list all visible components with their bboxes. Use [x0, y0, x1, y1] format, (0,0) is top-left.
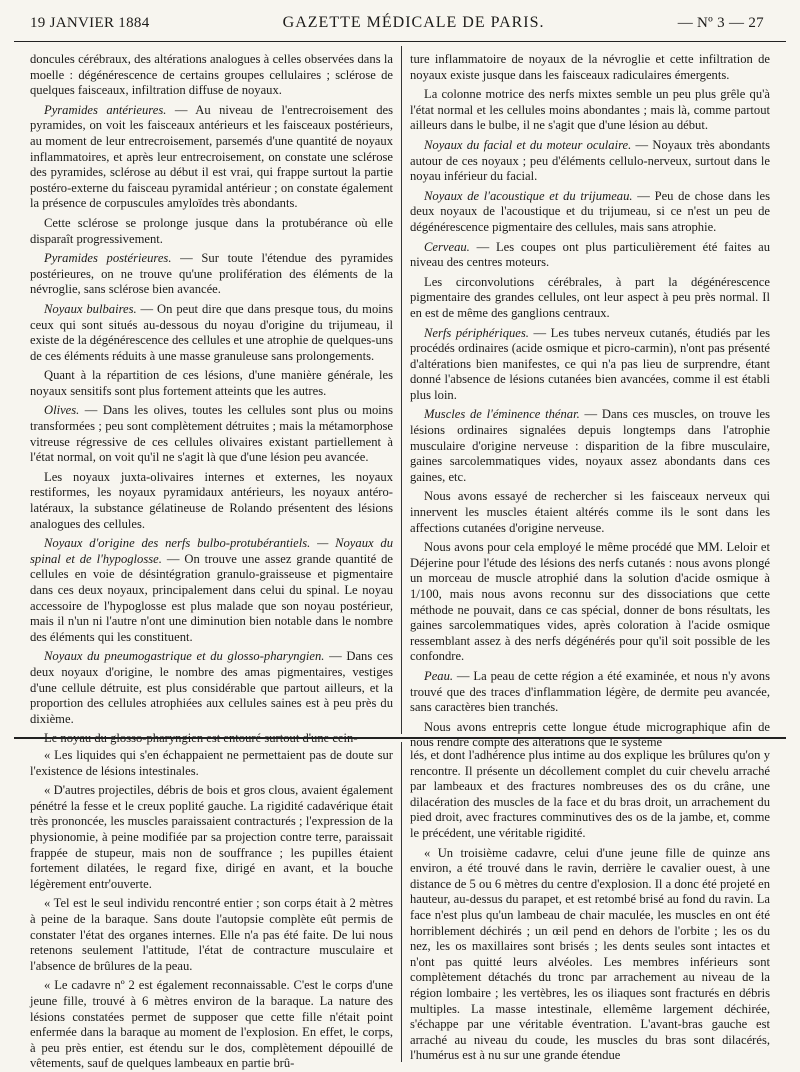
header-title: GAZETTE MÉDICALE DE PARIS.	[282, 14, 545, 31]
column-bottom-right	[410, 748, 770, 1063]
paragraph-text: Les circonvolutions cérébrales, à part la dégénérescence pigmentaire des grandes cellules, ont leur aspect à peu près normal. Il en est de même des ganglions centraux.	[410, 274, 770, 320]
paragraph-text: — Dans ces muscles, on trouve les lésions ordinaires signalées depuis longtemps dans l'atrophie musculaire d'origine nerveuse : disparition de la fibre musculaire, gaines sarcolemmatiques vides, noyaux assez abondants dans ces gaines, etc.	[410, 407, 770, 484]
paragraph-text: « Le cadavre nº 2 est également reconnaissable. C'est le corps d'une jeune fille, trouvé à 6 mètres environ de la baraque. La nature des lésions constatées permet de supposer que cette fille n'était point enfermée dans la baraque au moment de l'explosion. En effet, le corps, à peu près entier, est étendu sur le dos, complètement dépouillé de vêtements, sauf de quelques lambeaux en partie brû-	[30, 978, 393, 1071]
paragraph	[30, 368, 393, 399]
paragraph-text: La colonne motrice des nerfs mixtes semble un peu plus grêle qu'à l'état normal et les cellules moins abondantes ; mais là, comme partout ailleurs dans le bulbe, il ne s'agit que d'une lésion au début.	[410, 87, 770, 133]
section-divider	[14, 737, 786, 739]
paragraph-text: — On trouve une assez grande quantité de cellules en voie de désintégration granulo-graisseuse et pigmentaire dans ces deux noyaux, principalement dans celui du spinal. Le noyau accessoire de l'hypoglosse est plus malade que son noyau postérieur, mais il n'un ni l'autre n'ont une diminution bien notable dans le nombre des éléments qui les constituent.	[30, 551, 394, 644]
paragraph-text: Nous avons essayé de rechercher si les faisceaux nerveux qui innervent les muscles étaient altérés comme ils le sont dans les affections cutanées d'origine nerveuse.	[410, 489, 770, 535]
paragraph-text: Quant à la répartition de ces lésions, d'une manière générale, les noyaux sensitifs sont plus fortement atteints que les autres.	[30, 368, 393, 398]
paragraph-text: Cette sclérose se prolonge jusque dans la protubérance où elle disparaît progressivement.	[30, 215, 393, 246]
paragraph-text: — Dans les olives, toutes les cellules sont plus ou moins transformées ; peu sont complètement détruites ; mais la métamorphose vitreuse régressive de ces cellules olivaires existant partiellement à l'état normal, on voit qu'il ne s'agit là que d'une lésion peu avancée.	[30, 403, 393, 465]
paragraph	[30, 251, 393, 298]
paragraph-text: — La peau de cette région a été examinée, et nous n'y avons trouvé que des traces d'inflammation légère, de dermite peu avancée, sans caractères bien tranchés.	[410, 668, 770, 715]
paragraph	[410, 275, 770, 322]
paragraph-text: — Les tubes nerveux cutanés, étudiés par les procédés ordinaires (acide osmique et picro-carmin), n'ont pas présenté d'altérations bien manifestes, ce qui n'a pas lieu de surprendre, étant donné l'absence de lésions cutanées bien avancées, comme il est établi plus loin.	[410, 325, 770, 402]
paragraph-heading: Noyaux de l'acoustique et du trijumeau.	[424, 188, 633, 203]
paragraph	[410, 326, 770, 404]
paragraph	[30, 783, 393, 892]
paragraph	[410, 407, 770, 485]
paragraph	[410, 138, 770, 185]
paragraph-text: — Dans ces deux noyaux d'origine, le nombre des amas pigmentaires, vestiges d'une cellule détruite, est plus considérable que partout ailleurs, et la proportion des cellules atrophiées aux cellules saines est à peu près du dixième.	[30, 649, 393, 726]
paragraph-text: Les noyaux juxta-olivaires internes et externes, les noyaux restiformes, les noyaux pyramidaux antérieurs, les noyaux antéro-latéraux, la substance gélatineuse de Rolando présentent des lésions analogues des cellules.	[30, 469, 393, 531]
paragraph-text: — Au niveau de l'entrecroisement des pyramides, on voit les faisceaux antérieurs et les faisceaux postérieurs, au moment de leur entrecroisement, parsemés d'une quantité de noyaux inflammatoires, et après leur entrecroisement, on constate une sclérose des pyramides, sclérose au début il est vrai, qui frappe surtout la partie postéro-externe du faisceau pyramidal antérieur ; on constate également la présence de corpuscules amyloïdes très abondants.	[30, 102, 393, 211]
paragraph-heading: Muscles de l'éminence thénar.	[424, 407, 580, 422]
paragraph	[30, 103, 393, 212]
paragraph	[30, 748, 393, 779]
header-issue-page: — Nº 3 — 27	[677, 15, 764, 31]
paragraph-heading: Nerfs périphériques.	[424, 325, 529, 340]
paragraph-heading: Noyaux du facial et du moteur oculaire.	[424, 137, 632, 152]
paragraph-heading: Noyaux bulbaires.	[44, 301, 137, 316]
paragraph	[410, 540, 770, 665]
paragraph-text: ture inflammatoire de noyaux de la névroglie et cette infiltration de noyaux existe jusque dans les faisceaux radiculaires émergents.	[410, 52, 770, 82]
paragraph-text: — Peu de chose dans les deux noyaux de l'acoustique et du trijumeau, si ce n'est un peu de dégénérescence pigmentaire des cellules, mais sans atrophie.	[410, 188, 770, 234]
paragraph	[30, 536, 393, 645]
paragraph-text: Nous avons entrepris cette longue étude micrographique afin de nous rendre compte des altérations que le système	[410, 719, 770, 750]
paragraph	[410, 240, 770, 271]
paragraph-heading: Peau.	[424, 668, 454, 683]
paragraph-heading: Pyramides antérieures.	[44, 102, 167, 117]
paragraph-text: « D'autres projectiles, débris de bois et gros clous, avaient également pénétré la fesse et le creux poplité gauche. La rigidité cadavérique était très prononcée, les muscles paraissaient contracturés ; l'expression de la physionomie, à peine modifiée par sa projection contre terre, paraissait frappée de stupeur, mais non de souffrance ; les pupilles étaient fortement dilatées, le regard fixe, dirigé en avant, et la bouche légèrement entr'ouverte.	[30, 783, 393, 891]
paragraph-text: Le noyau du glosso-pharyngien est entouré surtout d'une cein-	[44, 731, 358, 746]
paragraph	[410, 489, 770, 536]
paragraph	[410, 748, 770, 842]
paragraph	[30, 649, 393, 727]
paragraph-text: — Les coupes ont plus particulièrement été faites au niveau des centres moteurs.	[410, 239, 770, 270]
paragraph-heading: Pyramides postérieures.	[44, 251, 172, 266]
paragraph-text: lés, et dont l'adhérence plus intime au dos explique les brûlures qu'on y rencontre. Il présente un décollement complet du cuir chevelu arraché par lambeaux et des fractures nombreuses des os du crâne, une dilacération des muscles de la face et du bras droit, un arrachement du pied droit, avec fractures comminutives des os de la jambe, et, comme le précédent, une véritable rigidité.	[410, 748, 770, 840]
paragraph-heading: Noyaux du pneumogastrique et du glosso-pharyngien.	[44, 649, 325, 664]
paragraph-heading: Noyaux d'origine des nerfs bulbo-protubérantiels. — Noyaux du spinal et de l'hypoglosse.	[30, 536, 393, 566]
column-divider-top	[401, 46, 402, 734]
column-top-right	[410, 52, 770, 750]
page-header	[30, 14, 764, 38]
header-rule	[14, 41, 786, 42]
paragraph	[30, 896, 393, 974]
paragraph	[410, 52, 770, 83]
paragraph-text: doncules cérébraux, des altérations analogues à celles observées dans la moelle : dégénérescence de certains groupes cellulaires ; sclérose de quelques faisceaux, infiltration diffuse de noyaux.	[30, 52, 393, 98]
paragraph-heading: Cerveau.	[424, 239, 470, 254]
paragraph	[30, 403, 393, 465]
column-divider-bottom	[401, 742, 402, 1062]
paragraph-text: « Un troisième cadavre, celui d'une jeune fille de quinze ans environ, a été trouvé dans le ravin, derrière le cavalier ouest, à une distance de 5 ou 6 mètres du centre d'explosion. Il a donc été projeté en hauteur, au-dessus du parapet, et est retombé brisé au fond du ravin. La face n'est plus qu'un lambeau de chair maculée, les muscles en ont été horriblement déchirés ; un œil pend en dehors de l'orbite ; les os du nez, les os maxillaires sont brisés ; les dents seules sont intactes et n'ont pas quitté leurs alvéoles. Les membres inférieurs sont complètement détachés du tronc par arrachement au niveau de la région lombaire ; les vertèbres, les os iliaques sont fracturés en débris multiples. La masse intestinale, ellemême largement déchirée, s'échappe par une véritable éventration. L'avant-bras gauche est arraché au niveau du coude, les muscles du bras sont dilacérés, l'humérus est à nu sur une grande étendue	[410, 845, 770, 1063]
paragraph-heading: Olives.	[44, 403, 80, 418]
paragraph	[30, 470, 393, 532]
column-top-left	[30, 52, 394, 746]
paragraph-text: — Noyaux très abondants autour de ces noyaux ; peu d'éléments cellulo-nerveux, surtout dans le noyau inférieur du facial.	[410, 137, 770, 184]
paragraph-text: Nous avons pour cela employé le même procédé que MM. Leloir et Déjerine pour l'étude des lésions des nerfs cutanés : nous avons plongé un morceau de muscle atrophié dans la solution d'acide osmique à 1/100, mais nous avons reconnu sur des dissociations que cette méthode ne pouvait, dans ce cas spécial, donner de bons résultats, les gaines sarcolemmatiques vides, après coloration à l'acide osmique ressemblant assez à des nerfs dégénérés pour qu'il soit possible de les confondre.	[410, 540, 770, 664]
paragraph	[30, 52, 393, 99]
paragraph-text: — Sur toute l'étendue des pyramides postérieures, on ne trouve qu'une prolifération des éléments de la névroglie, sans sclérose bien avancée.	[30, 251, 393, 297]
paragraph	[30, 978, 393, 1072]
column-bottom-left	[30, 748, 393, 1071]
paragraph	[30, 731, 393, 747]
header-date: 19 JANVIER 1884	[30, 15, 150, 31]
paragraph-text: « Tel est le seul individu rencontré entier ; son corps était à 2 mètres à peine de la baraque. Sans doute l'autopsie complète eût permis de constater l'état des organes internes. Elle n'a pas été faite. De lui nous retenons seulement l'attitude, l'état de contracture musculaire et l'absence de brûlures de la peau.	[30, 896, 393, 973]
paragraph	[410, 669, 770, 716]
paragraph-text: « Les liquides qui s'en échappaient ne permettaient pas de doute sur l'existence de lésions intestinales.	[30, 748, 393, 778]
paragraph	[410, 846, 770, 1064]
paragraph	[30, 216, 393, 247]
paragraph	[410, 720, 770, 751]
paragraph	[30, 302, 393, 364]
paragraph	[410, 87, 770, 134]
paragraph-text: — On peut dire que dans presque tous, du moins ceux qui sont situés au-dessous du noyau d'origine du trijumeau, il existe de la dégénérescence des cellules et une atrophie de quelques-uns de ces éléments réduits à une masse granuleuse sans prolongements.	[30, 301, 393, 363]
paragraph	[410, 189, 770, 236]
